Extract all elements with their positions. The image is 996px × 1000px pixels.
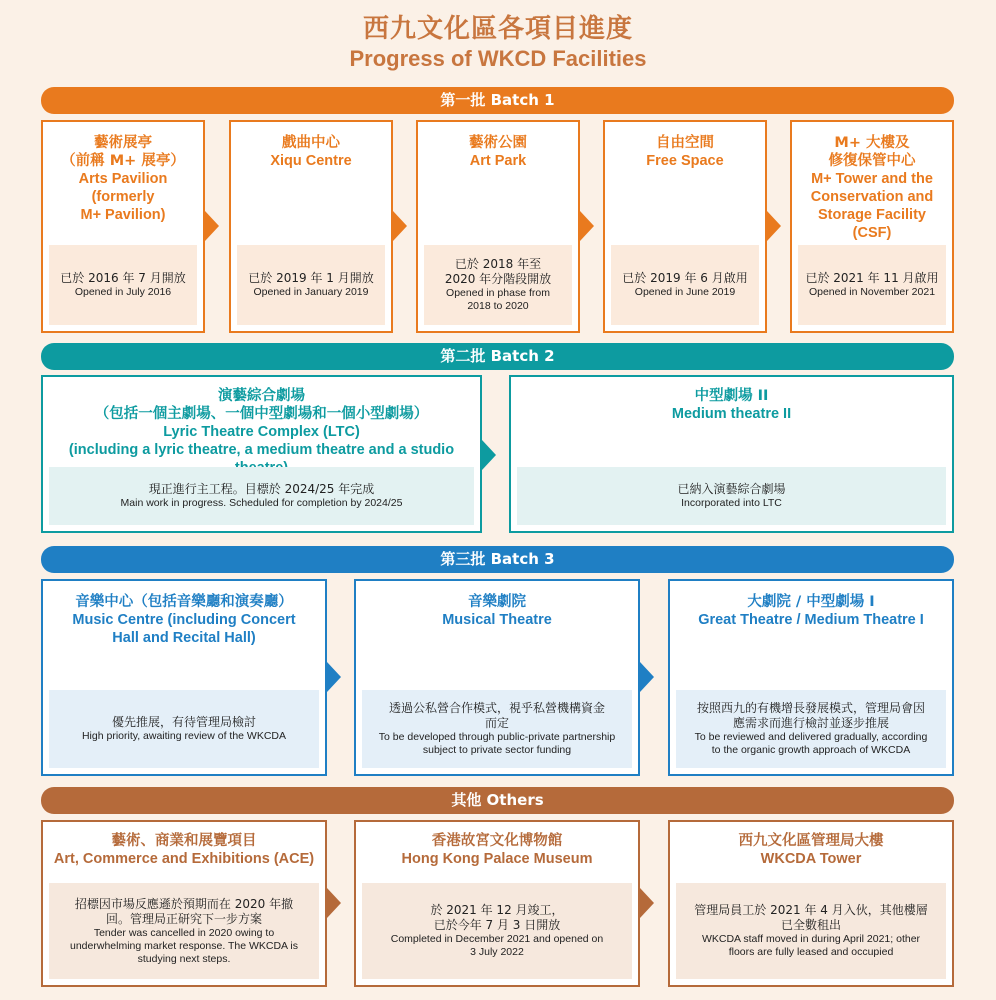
status-zh: 管理局員工於 2021 年 4 月入伙，其他樓層 已全數租出 — [694, 903, 928, 932]
facility-box-arts-pavilion — [41, 120, 205, 333]
status-zh: 已納入演藝綜合劇場 — [677, 482, 786, 496]
page-title-en: Progress of WKCD Facilities — [349, 46, 647, 71]
status-zh: 按照西九的有機增長發展模式，管理局會因 應需求而進行檢討並逐步推展 — [696, 701, 925, 730]
status-en: Opened in phase from 2018 to 2020 — [446, 287, 550, 312]
facility-name-en: M+ Tower and the Conservation and Storage Facility (CSF) — [810, 171, 934, 241]
facility-box-ace — [41, 820, 327, 987]
status-en: To be developed through public-private partnership subject to private sector funding — [378, 731, 616, 756]
arrow-right-icon — [640, 888, 654, 918]
status-en: Opened in June 2019 — [634, 286, 736, 298]
facility-name-en: Lyric Theatre Complex (LTC) (including a lyric theatre, a medium theatre and a studio — [68, 424, 455, 458]
facility-name-zh: 大劇院 / 中型劇場 I — [747, 594, 875, 610]
batch-3-banner: 第三批 Batch 3 — [41, 546, 954, 573]
arrow-right-icon — [393, 211, 407, 241]
arrow-right-icon — [327, 888, 341, 918]
arrow-right-icon — [482, 440, 496, 470]
facility-box-lyric-theatre-complex — [41, 375, 482, 533]
facility-box-great-theatre — [668, 579, 954, 776]
facility-name-zh: M+ 大樓及 修復保管中心 — [828, 135, 916, 169]
facility-box-medium-theatre-ii — [509, 375, 954, 533]
facility-name-en: Medium theatre II — [671, 406, 792, 422]
status-zh: 透過公私營合作模式，視乎私營機構資金 而定 — [388, 701, 605, 730]
status-en: High priority, awaiting review of the WKCDA — [81, 730, 287, 742]
facility-name-en: Art Park — [469, 153, 527, 169]
facility-name-en: Art, Commerce and Exhibitions (ACE) — [53, 851, 315, 867]
facility-name-en: Hong Kong Palace Museum — [401, 851, 593, 867]
facility-name-en: Free Space — [646, 153, 724, 169]
status-en: Tender was cancelled in 2020 owing to underwhelming market response. The WKCDA is studying next steps. — [70, 926, 298, 965]
facility-name-en: Xiqu Centre — [270, 153, 352, 169]
facility-name-en: WKCDA Tower — [760, 851, 862, 867]
batch-1-banner: 第一批 Batch 1 — [41, 87, 954, 114]
facility-name-zh: 中型劇場 II — [694, 388, 769, 404]
status-en: Main work in progress. Scheduled for completion by 2024/25 — [120, 497, 403, 509]
page-title-zh: 西九文化區各項目進度 — [362, 14, 633, 44]
status-zh: 已於 2019 年 1 月開放 — [248, 271, 374, 285]
facility-box-free-space — [603, 120, 767, 333]
arrow-right-icon — [640, 662, 654, 692]
facility-box-music-centre — [41, 579, 327, 776]
facility-name-zh: 藝術展亭 （前稱 M+ 展亭） — [61, 135, 185, 169]
status-en: Opened in July 2016 — [74, 286, 172, 298]
facility-name-zh: 香港故宮文化博物館 — [431, 833, 563, 849]
arrow-right-icon — [580, 211, 594, 241]
facility-name-zh: 藝術、商業和展覽項目 — [111, 833, 257, 849]
facility-box-musical-theatre — [354, 579, 640, 776]
status-en: Opened in January 2019 — [253, 286, 369, 298]
facility-name-zh: 西九文化區管理局大樓 — [738, 833, 884, 849]
facility-box-wkcda-tower — [668, 820, 954, 987]
facility-name-zh: 音樂劇院 — [468, 594, 526, 610]
facility-name-en: Music Centre (including Concert Hall and Recital Hall) — [72, 612, 296, 646]
status-en: Completed in December 2021 and opened on 3 July 2022 — [390, 933, 604, 958]
arrow-right-icon — [327, 662, 341, 692]
status-en: Opened in November 2021 — [808, 286, 936, 298]
status-zh: 已於 2021 年 11 月啟用 — [805, 271, 939, 285]
facility-name-zh: 自由空間 — [656, 135, 714, 151]
facility-box-m-plus-tower — [790, 120, 954, 333]
facility-name-zh: 藝術公園 — [469, 135, 527, 151]
arrow-right-icon — [767, 211, 781, 241]
arrow-right-icon — [205, 211, 219, 241]
facility-box-art-park — [416, 120, 580, 333]
facility-name-zh: 音樂中心（包括音樂廳和演奏廳） — [75, 594, 293, 610]
status-en: To be reviewed and delivered gradually, according to the organic growth approach of WKCDA — [694, 731, 928, 756]
facility-box-palace-museum — [354, 820, 640, 987]
status-zh: 已於 2016 年 7 月開放 — [60, 271, 186, 285]
facility-name-en: Musical Theatre — [442, 612, 552, 628]
facility-name-en: Arts Pavilion (formerly M+ Pavilion) — [78, 171, 168, 223]
status-zh: 招標因市場反應遜於預期而在 2020 年撤 回。管理局正研究下一步方案 — [74, 896, 294, 926]
status-en: WKCDA staff moved in during April 2021; other floors are fully leased and occupied — [701, 933, 921, 958]
facility-name-zh: 戲曲中心 — [282, 135, 340, 151]
status-zh: 於 2021 年 12 月竣工， 已於今年 7 月 3 日開放 — [430, 903, 564, 932]
others-banner: 其他 Others — [41, 787, 954, 814]
facility-name-zh: 演藝綜合劇場 （包括一個主劇場、一個中型劇場和一個小型劇場） — [94, 388, 429, 422]
facility-name-en: Great Theatre / Medium Theatre I — [698, 612, 924, 628]
status-zh: 已於 2019 年 6 月啟用 — [622, 271, 748, 285]
status-zh: 現正進行主工程。目標於 2024/25 年完成 — [148, 482, 375, 496]
status-zh: 已於 2018 年至 2020 年分階段開放 — [444, 257, 552, 286]
facility-box-xiqu-centre — [229, 120, 393, 333]
batch-2-banner: 第二批 Batch 2 — [41, 343, 954, 370]
status-zh: 優先推展，有待管理局檢討 — [111, 715, 256, 729]
status-en: Incorporated into LTC — [681, 497, 782, 509]
